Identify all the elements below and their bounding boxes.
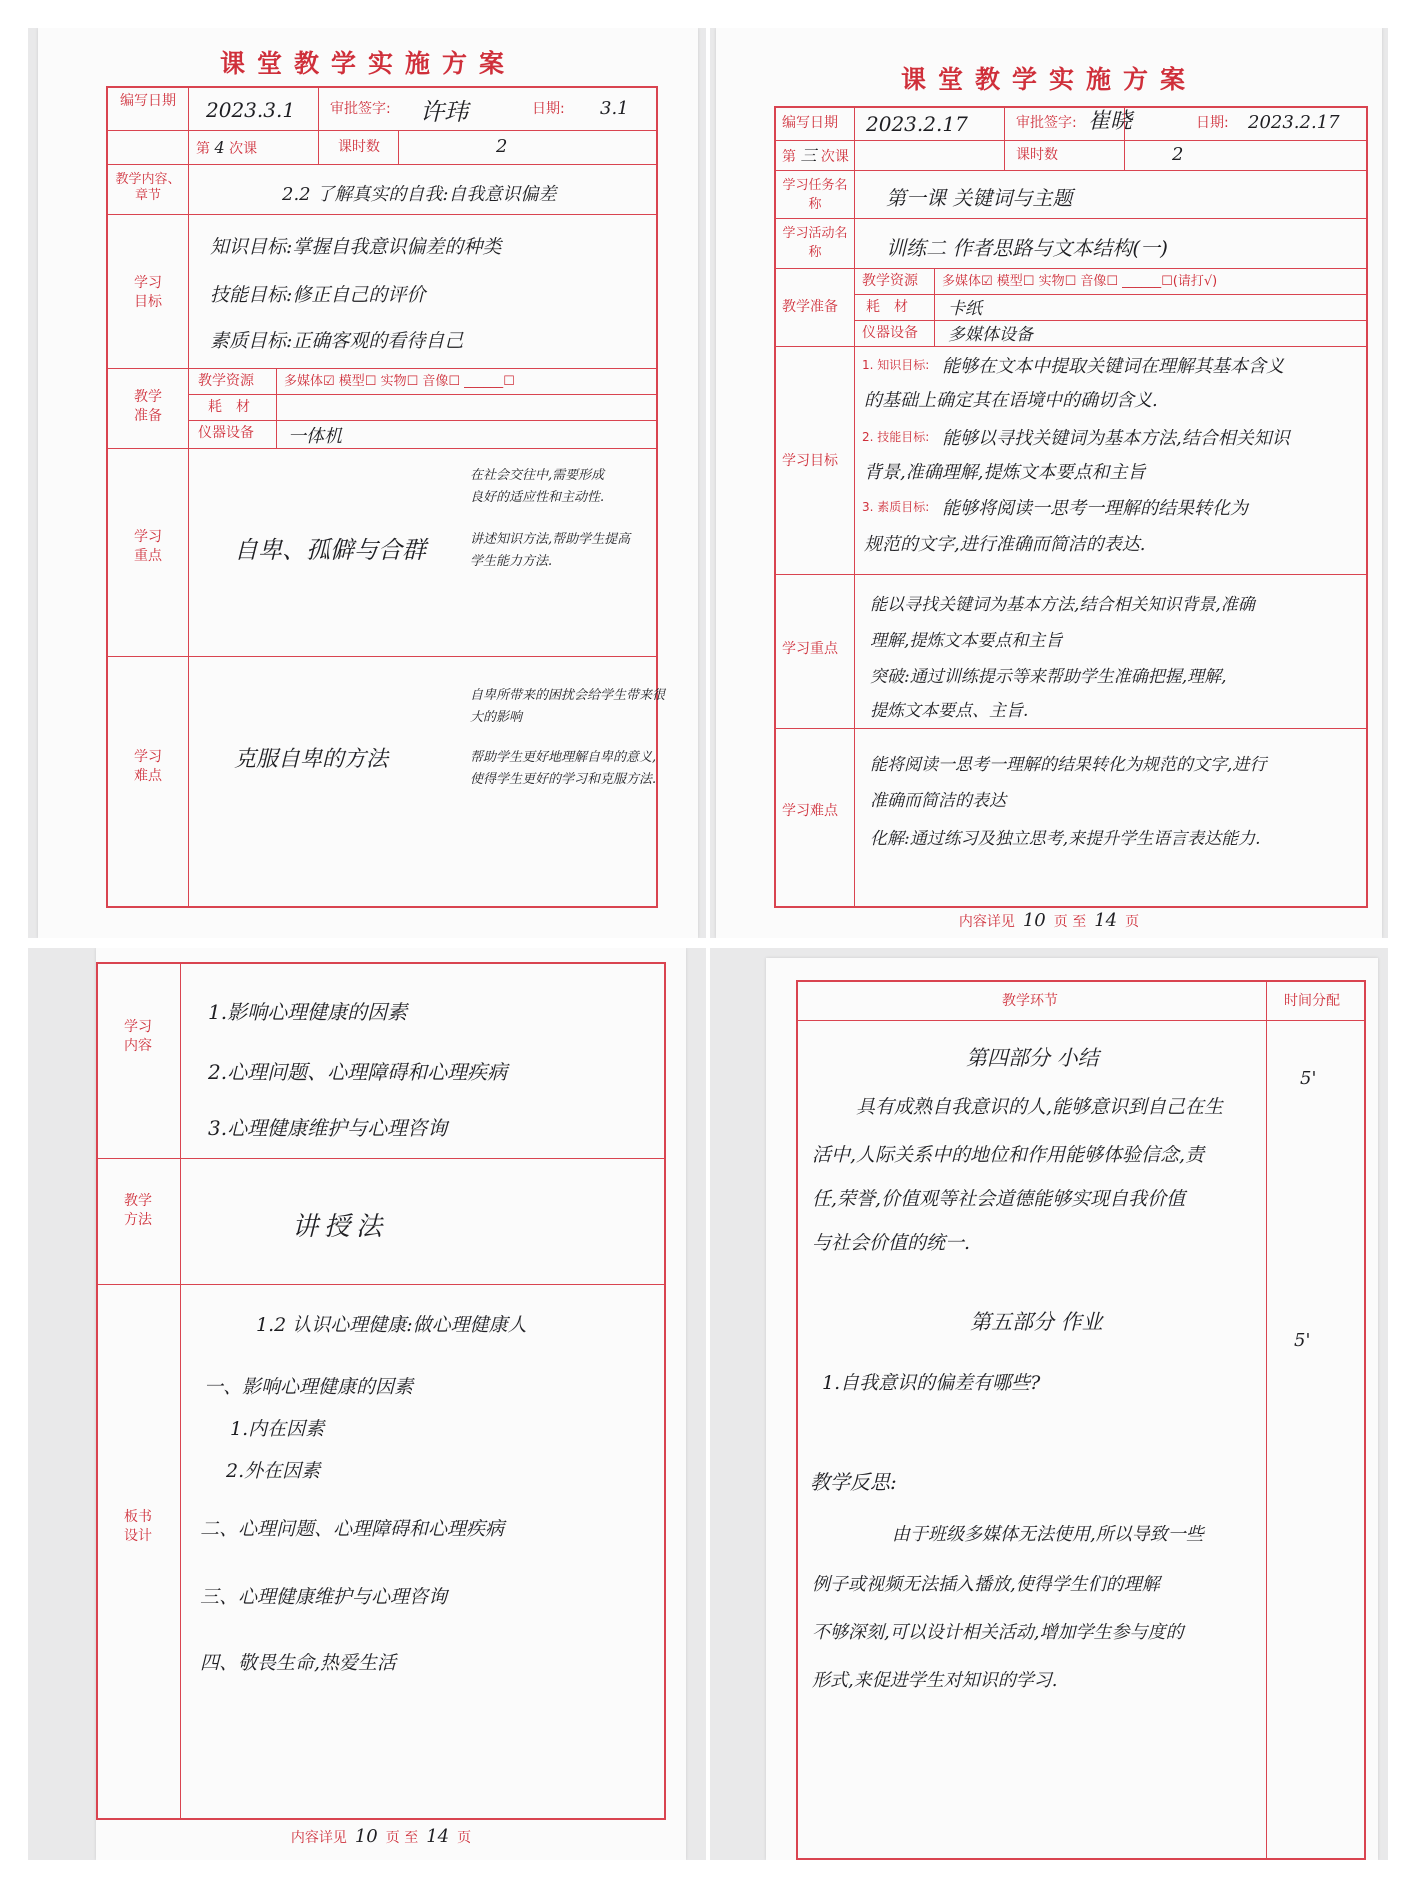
neirong-line: 2.心理问题、心理障碍和心理疾病 bbox=[208, 1060, 508, 1084]
part4-time: 5' bbox=[1300, 1068, 1317, 1089]
m2-label: 2. 技能目标: bbox=[862, 430, 930, 444]
m1-value: 能够在文本中提取关键词在理解其基本含义 bbox=[942, 356, 1284, 377]
nandian-value: 克服自卑的方法 bbox=[234, 747, 389, 772]
photo-page-4 bbox=[710, 948, 1388, 1860]
neirong-value: 2.2 了解真实的自我:自我意识偏差 bbox=[282, 184, 557, 205]
fangfa-value: 讲授法 bbox=[292, 1212, 389, 1242]
haocai-value: 卡纸 bbox=[948, 299, 982, 319]
mubiao-line: 素质目标:正确客观的看待自己 bbox=[210, 330, 464, 352]
mubiao-line: 技能目标:修正自己的评价 bbox=[210, 284, 426, 306]
banshu-line: 1.内在因素 bbox=[230, 1418, 325, 1440]
page-2 bbox=[716, 28, 1382, 938]
bianxie-label: 编写日期 bbox=[120, 93, 176, 109]
bianxie-value: 2023.3.1 bbox=[206, 98, 296, 122]
riqi-value: 2023.2.17 bbox=[1248, 112, 1340, 133]
mubiao-label: 学习目标 bbox=[134, 275, 162, 310]
zhongdian-note: 在社会交往中,需要形成 bbox=[470, 468, 605, 483]
banshu-line: 四、敬畏生命,热爱生活 bbox=[200, 1652, 397, 1674]
zhongdian-line: 能以寻找关键词为基本方法,结合相关知识背景,准确 bbox=[870, 595, 1255, 615]
nandian-note: 帮助学生更好地理解自卑的意义, bbox=[470, 750, 657, 765]
m3-value: 能够将阅读一思考一理解的结果转化为 bbox=[942, 498, 1248, 519]
photo-page-1 bbox=[28, 28, 706, 938]
mubiao-label: 学习目标 bbox=[782, 453, 838, 469]
nandian-line: 准确而简洁的表达 bbox=[870, 791, 1006, 811]
m2-value: 能够以寻找关键词为基本方法,结合相关知识 bbox=[942, 428, 1290, 449]
ke-label: 第 4 次课 bbox=[196, 138, 258, 157]
nandian-line: 能将阅读一思考一理解的结果转化为规范的文字,进行 bbox=[870, 755, 1267, 775]
page-title: 课堂教学实施方案 bbox=[219, 49, 516, 78]
fansi-line: 不够深刻,可以设计相关活动,增加学生参与度的 bbox=[812, 1622, 1184, 1643]
part4-line: 与社会价值的统一. bbox=[812, 1232, 971, 1254]
ke-label: 第 三 次课 bbox=[782, 146, 849, 165]
fansi-line: 由于班级多媒体无法使用,所以导致一些 bbox=[892, 1524, 1204, 1545]
zhongdian-value: 自卑、孤僻与合群 bbox=[234, 536, 426, 564]
m1-value-2: 的基础上确定其在语境中的确切含义. bbox=[864, 390, 1158, 411]
part4-line: 具有成熟自我意识的人,能够意识到自己在生 bbox=[856, 1096, 1224, 1118]
m1-label: 1. 知识目标: bbox=[862, 358, 930, 372]
keshi-value: 2 bbox=[496, 136, 508, 157]
riqi-value: 3.1 bbox=[600, 98, 629, 119]
nandian-line: 化解:通过练习及独立思考,来提升学生语言表达能力. bbox=[870, 829, 1261, 849]
part4-title: 第四部分 小结 bbox=[966, 1046, 1099, 1070]
riqi-label: 日期: bbox=[1196, 115, 1229, 131]
part5-title: 第五部分 作业 bbox=[970, 1310, 1103, 1334]
nandian-label: 学习难点 bbox=[134, 749, 162, 784]
banshu-label: 板书设计 bbox=[124, 1509, 152, 1544]
nandian-note: 使得学生更好的学习和克服方法. bbox=[470, 772, 657, 787]
zhongdian-line: 提炼文本要点、主旨. bbox=[870, 701, 1029, 721]
mubiao-line: 知识目标:掌握自我意识偏差的种类 bbox=[210, 236, 502, 258]
shenpi-signature: 崔晓 bbox=[1088, 109, 1133, 134]
ziyuan-label: 教学资源 bbox=[198, 373, 254, 389]
shenpi-label: 审批签字: bbox=[330, 101, 391, 117]
nandian-note: 自卑所带来的困扰会给学生带来很 bbox=[470, 688, 666, 703]
banshu-line: 三、心理健康维护与心理咨询 bbox=[200, 1586, 448, 1608]
neirong-line: 1.影响心理健康的因素 bbox=[208, 1000, 408, 1024]
shenpi-signature: 许玮 bbox=[420, 98, 468, 126]
zhongdian-note: 良好的适应性和主动性. bbox=[470, 490, 605, 505]
yiqi-value: 多媒体设备 bbox=[948, 325, 1033, 345]
m2-value-2: 背景,准确理解,提炼文本要点和主旨 bbox=[864, 462, 1146, 483]
keshi-label: 课时数 bbox=[1016, 147, 1058, 163]
zhongdian-label: 学习重点 bbox=[782, 641, 838, 657]
banshu-line: 二、心理问题、心理障碍和心理疾病 bbox=[200, 1518, 505, 1540]
photo-page-2 bbox=[710, 28, 1388, 938]
fangfa-label: 教学方法 bbox=[124, 1193, 152, 1228]
neirong-label: 学习内容 bbox=[124, 1019, 152, 1054]
ziyuan-options: 多媒体☑ 模型☐ 实物☐ 音像☐ ______☐ bbox=[284, 374, 515, 389]
huanjie-label: 教学环节 bbox=[1002, 993, 1058, 1009]
shenpi-label: 审批签字: bbox=[1016, 115, 1077, 131]
yiqi-value: 一体机 bbox=[288, 426, 342, 447]
part5-question: 1.自我意识的偏差有哪些? bbox=[822, 1372, 1041, 1394]
zhongdian-label: 学习重点 bbox=[134, 529, 162, 564]
nandian-note: 大的影响 bbox=[470, 710, 523, 725]
renwu-label: 学习任务名称 bbox=[782, 178, 848, 212]
banshu-title: 1.2 认识心理健康:做心理健康人 bbox=[256, 1314, 527, 1336]
page-title: 课堂教学实施方案 bbox=[900, 65, 1197, 94]
fansi-line: 例子或视频无法插入播放,使得学生们的理解 bbox=[812, 1574, 1160, 1595]
zhunbei-label: 教学准备 bbox=[134, 389, 162, 424]
page-1 bbox=[38, 28, 698, 938]
huodong-label: 学习活动名称 bbox=[782, 226, 848, 260]
yiqi-label: 仪器设备 bbox=[862, 325, 918, 341]
neirong-label: 教学内容、章节 bbox=[115, 172, 181, 203]
m3-label: 3. 素质目标: bbox=[862, 500, 930, 514]
zhongdian-note: 讲述知识方法,帮助学生提高 bbox=[470, 532, 631, 547]
neirong-line: 3.心理健康维护与心理咨询 bbox=[208, 1116, 448, 1140]
shijian-label: 时间分配 bbox=[1284, 993, 1340, 1009]
renwu-value: 第一课 关键词与主题 bbox=[886, 186, 1073, 210]
banshu-line: 一、影响心理健康的因素 bbox=[204, 1376, 414, 1398]
page-4 bbox=[766, 958, 1378, 1860]
haocai-label: 耗 材 bbox=[208, 399, 250, 415]
part5-time: 5' bbox=[1294, 1330, 1311, 1351]
fansi-line: 形式,来促进学生对知识的学习. bbox=[812, 1670, 1058, 1691]
page-3 bbox=[96, 948, 686, 1860]
part4-line: 活中,人际关系中的地位和作用能够体验信念,责 bbox=[812, 1144, 1205, 1166]
ziyuan-options: 多媒体☑ 模型☐ 实物☐ 音像☐ ______☐(请打√) bbox=[942, 274, 1218, 289]
photo-page-3 bbox=[28, 948, 706, 1860]
huodong-value: 训练二 作者思路与文本结构(一) bbox=[886, 236, 1168, 260]
part4-line: 任,荣誉,价值观等社会道德能够实现自我价值 bbox=[812, 1188, 1186, 1210]
nandian-label: 学习难点 bbox=[782, 803, 838, 819]
fansi-label: 教学反思: bbox=[810, 1470, 897, 1494]
m3-value-2: 规范的文字,进行准确而简洁的表达. bbox=[864, 534, 1146, 555]
zhunbei-label: 教学准备 bbox=[782, 299, 838, 315]
zhongdian-line: 突破:通过训练提示等来帮助学生准确把握,理解, bbox=[870, 667, 1227, 687]
yiqi-label: 仪器设备 bbox=[198, 425, 254, 441]
page-footer: 内容详见 10 页 至 14 页 bbox=[290, 1826, 472, 1847]
keshi-label: 课时数 bbox=[338, 139, 380, 155]
page-footer: 内容详见 10 页 至 14 页 bbox=[958, 910, 1140, 931]
banshu-line: 2.外在因素 bbox=[226, 1460, 321, 1482]
zhongdian-note: 学生能力方法. bbox=[470, 554, 553, 569]
bianxie-value: 2023.2.17 bbox=[866, 112, 968, 136]
zhongdian-line: 理解,提炼文本要点和主旨 bbox=[870, 631, 1063, 651]
keshi-value: 2 bbox=[1172, 144, 1184, 165]
bianxie-label: 编写日期 bbox=[782, 115, 838, 131]
haocai-label: 耗 材 bbox=[866, 299, 908, 315]
ziyuan-label: 教学资源 bbox=[862, 273, 918, 289]
riqi-label: 日期: bbox=[532, 101, 565, 117]
